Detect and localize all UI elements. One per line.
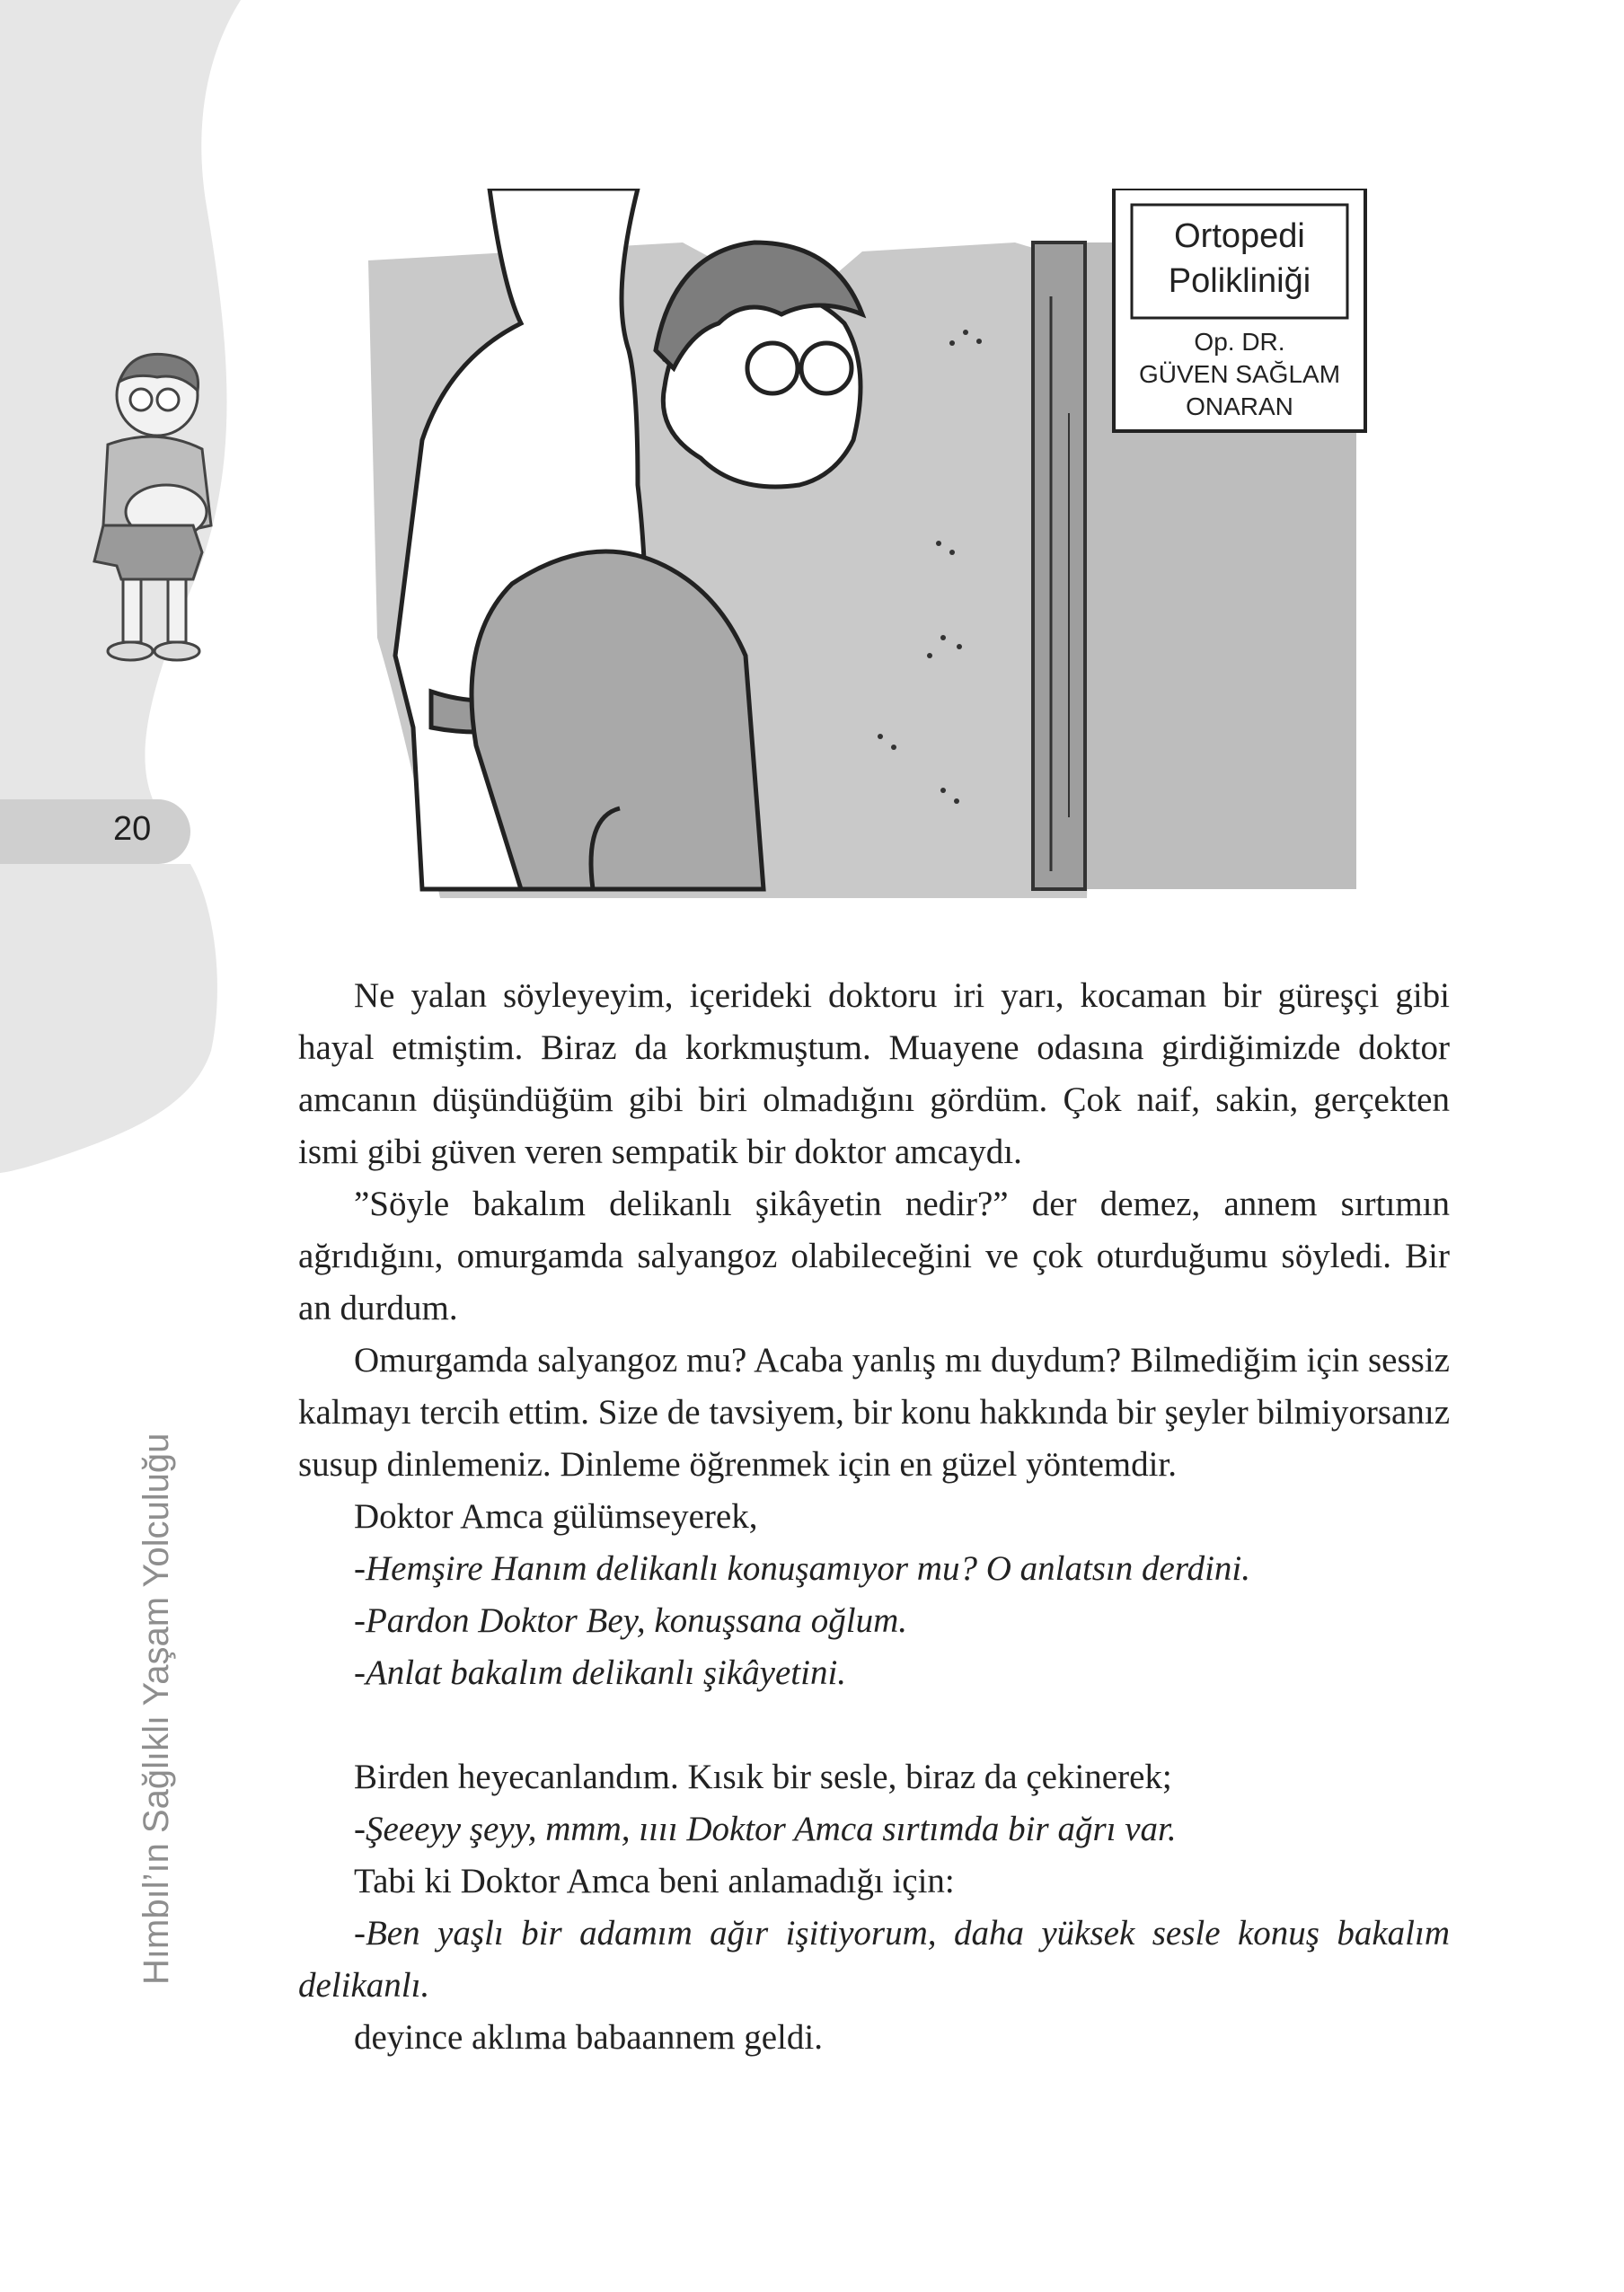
sign-doctor-name-1: GÜVEN SAĞLAM (1138, 360, 1341, 388)
paragraph-5: Birden heyecanlandım. Kısık bir sesle, biraz da çekinerek; (354, 1758, 1172, 1796)
clinic-sign (1114, 189, 1365, 431)
paragraph-6: Tabi ki Doktor Amca beni anlamadığı için: (354, 1862, 955, 1900)
paragraph-3: Omurgamda salyangoz mu? Acaba yanlış mı duydum? Bilmediğim için sessiz kalmayı tercih ettim. Size de tavsiyem, bir konu hakkında bir şeyler bilmiyorsanız susup dinlemeniz. Dinleme öğrenmek için en güzel yöntemdir. (298, 1341, 1450, 1484)
story-text (298, 970, 1450, 2064)
boy-glasses-left (747, 343, 798, 393)
sign-title-2: Polikliniği (1168, 262, 1311, 300)
side-boy-illustration (67, 346, 247, 669)
dialogue-line-5: -Ben yaşlı bir adamım ağır işitiyorum, daha yüksek sesle konuş bakalım delikanlı. (298, 1914, 1450, 2005)
boy-glasses-right (801, 343, 852, 393)
page-number-badge (0, 799, 190, 864)
sign-doctor-name-2: ONARAN (1186, 392, 1293, 420)
dialogue-line-4: -Şeeeyy şeyy, mmm, ıııı Doktor Amca sırtımda bir ağrı var. (354, 1810, 1177, 1848)
page-number: 20 (113, 810, 152, 848)
sign-doctor-title: Op. DR. (1194, 328, 1285, 356)
dialogue-line-2: -Pardon Doktor Bey, konuşsana oğlum. (354, 1601, 907, 1640)
paragraph-4: Doktor Amca gülümseyerek, (354, 1497, 758, 1536)
sign-title-1: Ortopedi (1174, 217, 1305, 255)
clinic-illustration (296, 189, 1464, 907)
paragraph-7: deyince aklıma babaannem geldi. (354, 2018, 823, 2057)
paragraph-2: ”Söyle bakalım delikanlı şikâyetin nedir?” der demez, annem sırtımın ağrıdığını, omurgamda salyangoz olabileceğini ve çok oturduğumu söyledi. Bir an durdum. (298, 1185, 1450, 1327)
dialogue-line-1: -Hemşire Hanım delikanlı konuşamıyor mu? O anlatsın derdini. (354, 1549, 1251, 1588)
dialogue-line-3: -Anlat bakalım delikanlı şikâyetini. (354, 1653, 847, 1692)
paragraph-gap (298, 1699, 1450, 1751)
paragraph-1: Ne yalan söyleyeyim, içerideki doktoru iri yarı, kocaman bir güreşçi gibi hayal etmiştim. Biraz da korkmuştum. Muayene odasına girdiğimizde doktor amcanın düşündüğüm gibi biri olmadığını gördüm. Çok naif, sakin, gerçekten ismi gibi güven veren sempatik bir doktor amcaydı. (298, 976, 1450, 1171)
running-title: Hımbıl’ın Sağlıklı Yaşam Yolculuğu (137, 1432, 176, 1985)
door-frame (1033, 242, 1085, 889)
